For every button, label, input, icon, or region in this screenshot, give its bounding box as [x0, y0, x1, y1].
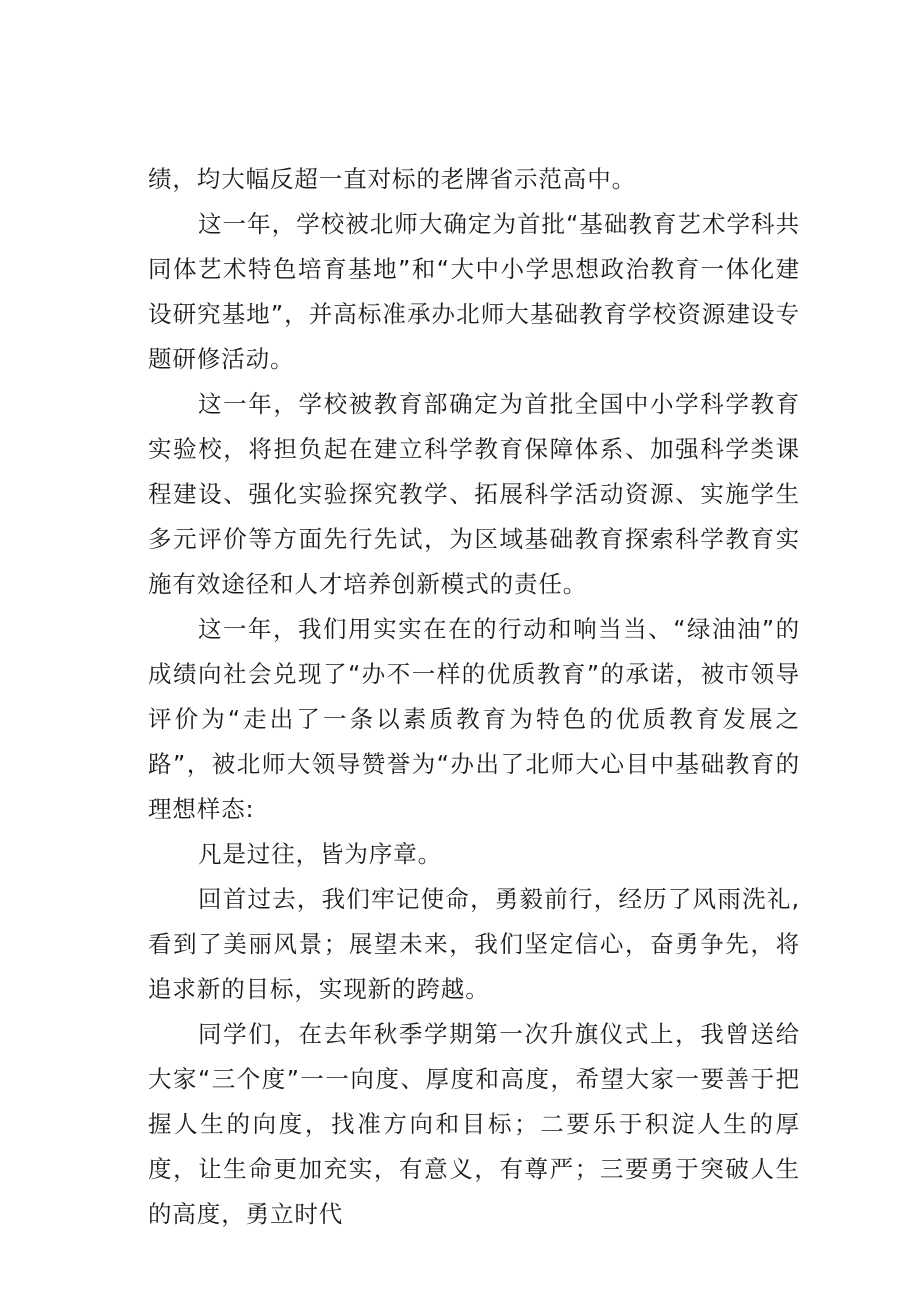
paragraph-three-degrees: 同学们，在去年秋季学期第一次升旗仪式上，我曾送给大家“三个度”一一向度、厚度和高度，希望大家一要善于把握人生的向度，找准方向和目标；二要乐于积淀人生的厚度，让生命更加充实，有意义，有尊严；三要勇于突破人生的高度，勇立时代 — [148, 1020, 800, 1228]
paragraph-promise: 这一年，我们用实实在在的行动和响当当、“绿油油”的成绩向社会兑现了“办不一样的优质教育”的承诺，被市领导评价为“走出了一条以素质教育为特色的优质教育发展之路”，被北师大领导赞誉为“办出了北师大心目中基础教育的理想样态: — [148, 615, 800, 823]
paragraph-bnu-base: 这一年，学校被北师大确定为首批“基础教育艺术学科共同体艺术特色培育基地”和“大中小学思想政治教育一体化建设研究基地”，并高标准承办北师大基础教育学校资源建设专题研修活动。 — [148, 210, 800, 373]
paragraph-continuation: 绩，均大幅反超一直对标的老牌省示范高中。 — [148, 165, 636, 193]
paragraph-science-school: 这一年，学校被教育部确定为首批全国中小学科学教育实验校，将担负起在建立科学教育保障体系、加强科学类课程建设、强化实验探究教学、拓展科学活动资源、实施学生多元评价等方面先行先试，为区域基础教育探索科学教育实施有效途径和人才培养创新模式的责任。 — [148, 390, 800, 598]
paragraph-looking-back: 回首过去，我们牢记使命，勇毅前行，经历了风雨洗礼,看到了美丽风景；展望未来，我们坚定信心，奋勇争先，将追求新的目标，实现新的跨越。 — [148, 885, 800, 1003]
paragraph-prologue: 凡是过往，皆为序章。 — [198, 840, 442, 868]
document-body — [148, 157, 800, 1237]
